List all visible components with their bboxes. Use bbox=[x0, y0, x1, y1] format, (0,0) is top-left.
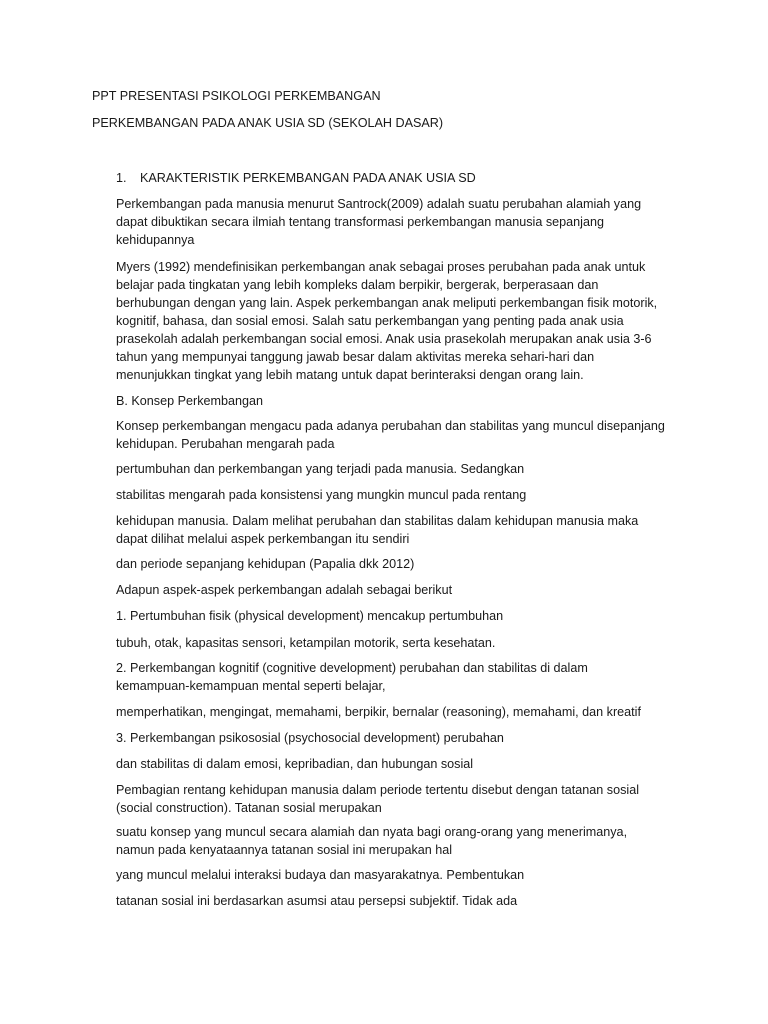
document-title: PPT PRESENTASI PSIKOLOGI PERKEMBANGAN bbox=[92, 89, 381, 103]
list-item-kognitif-cont: memperhatikan, mengingat, memahami, berpikir, bernalar (reasoning), memahami, dan kreatif bbox=[116, 705, 641, 719]
list-item-kognitif: 2. Perkembangan kognitif (cognitive development) perubahan dan stabilitas di dalam kemampuan-kemampuan mental seperti belajar, bbox=[116, 661, 588, 693]
paragraph-konsep-alamiah: suatu konsep yang muncul secara alamiah dan nyata bagi orang-orang yang menerimanya, namun pada kenyataannya tatanan sosial ini merupakan hal bbox=[116, 825, 628, 857]
section-b-heading: B. Konsep Perkembangan bbox=[116, 394, 264, 408]
paragraph-kehidupan: kehidupan manusia. Dalam melihat perubahan dan stabilitas dalam kehidupan manusia maka dapat dilihat melalui aspek perkembangan itu sendiri bbox=[116, 514, 639, 546]
paragraph-konsep: Konsep perkembangan mengacu pada adanya perubahan dan stabilitas yang muncul disepanjang kehidupan. Perubahan mengarah pada bbox=[116, 419, 665, 451]
paragraph-aspek: Adapun aspek-aspek perkembangan adalah sebagai berikut bbox=[116, 583, 453, 597]
paragraph-asumsi: tatanan sosial ini berdasarkan asumsi atau persepsi subjektif. Tidak ada bbox=[116, 894, 518, 908]
section-1-number: 1. bbox=[116, 171, 127, 185]
paragraph-interaksi: yang muncul melalui interaksi budaya dan masyarakatnya. Pembentukan bbox=[116, 868, 525, 882]
document-subtitle: PERKEMBANGAN PADA ANAK USIA SD (SEKOLAH DASAR) bbox=[92, 116, 444, 130]
paragraph-tatanan: Pembagian rentang kehidupan manusia dalam periode tertentu disebut dengan tatanan sosial (social construction). Tatanan sosial merupakan bbox=[116, 783, 640, 815]
list-item-psikososial-cont: dan stabilitas di dalam emosi, kepribadian, dan hubungan sosial bbox=[116, 757, 474, 771]
paragraph-pertumbuhan: pertumbuhan dan perkembangan yang terjadi pada manusia. Sedangkan bbox=[116, 462, 525, 476]
paragraph-myers: Myers (1992) mendefinisikan perkembangan anak sebagai proses perubahan pada anak untuk belajar pada tingkatan yang lebih kompleks dalam berpikir, bergerak, berperasaan dan berhubungan dengan yang lain. Aspek perkembangan anak meliputi perkembangan fisik motorik, kognitif, bahasa, dan sosial emosi. Salah satu perkembangan yang penting pada anak usia prasekolah adalah perkembangan social emosi. Anak usia prasekolah merupakan anak usia 3-6 tahun yang mempunyai tanggung jawab besar dalam aktivitas mereka sehari-hari dan menunjukkan tingkat yang lebih matang untuk dapat berinteraksi dengan orang lain. bbox=[116, 260, 658, 382]
section-1-heading bbox=[116, 169, 476, 187]
paragraph-periode: dan periode sepanjang kehidupan (Papalia dkk 2012) bbox=[116, 557, 415, 571]
paragraph-santrock: Perkembangan pada manusia menurut Santrock(2009) adalah suatu perubahan alamiah yang dapat dibuktikan secara ilmiah tentang transformasi perkembangan manusia sepanjang kehidupannya bbox=[116, 197, 642, 247]
section-1-heading-text: KARAKTERISTIK PERKEMBANGAN PADA ANAK USIA SD bbox=[140, 171, 476, 185]
list-item-psikososial: 3. Perkembangan psikososial (psychosocial development) perubahan bbox=[116, 731, 504, 745]
list-item-fisik-cont: tubuh, otak, kapasitas sensori, ketampilan motorik, serta kesehatan. bbox=[116, 636, 496, 650]
list-item-fisik: 1. Pertumbuhan fisik (physical development) mencakup pertumbuhan bbox=[116, 609, 504, 623]
paragraph-stabilitas: stabilitas mengarah pada konsistensi yang mungkin muncul pada rentang bbox=[116, 488, 527, 502]
